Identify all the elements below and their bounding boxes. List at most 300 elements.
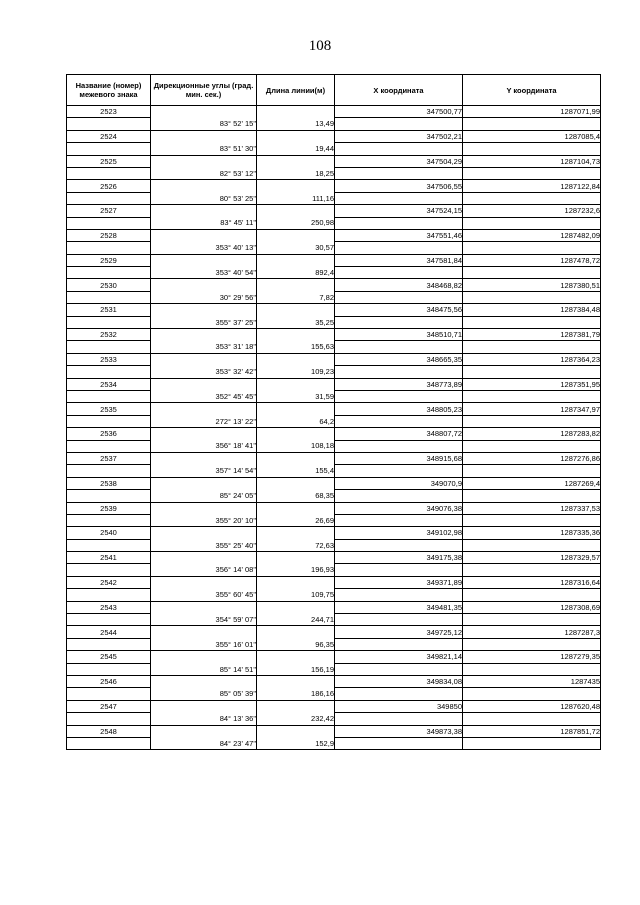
cell-angle [151,477,257,489]
cell-name [67,390,151,402]
cell-length: 72,63 [257,539,335,551]
table-row [67,514,601,526]
cell-y [463,217,601,229]
cell-angle [151,527,257,539]
table-row [67,428,601,440]
cell-length [257,304,335,316]
cell-name [67,242,151,254]
cell-y: 1287276,86 [463,452,601,464]
cell-x [335,118,463,130]
cell-angle [151,428,257,440]
cell-name [67,316,151,328]
table-row [67,242,601,254]
cell-length [257,552,335,564]
cell-angle: 355° 16' 01" [151,638,257,650]
cell-y: 1287620,48 [463,700,601,712]
cell-y [463,390,601,402]
cell-x [335,638,463,650]
cell-y: 1287085,4 [463,130,601,142]
cell-y [463,316,601,328]
cell-x [335,514,463,526]
cell-name: 2541 [67,552,151,564]
cell-y [463,564,601,576]
cell-y [463,539,601,551]
cell-name: 2529 [67,254,151,266]
cell-y [463,688,601,700]
cell-y [463,192,601,204]
cell-name: 2524 [67,130,151,142]
table-row [67,589,601,601]
boundary-coordinates-table [66,74,601,750]
cell-x: 349850 [335,700,463,712]
cell-y: 1287329,57 [463,552,601,564]
cell-length [257,378,335,390]
cell-y: 1287380,51 [463,279,601,291]
cell-length [257,229,335,241]
table-row [67,217,601,229]
cell-angle: 354° 59' 07" [151,614,257,626]
cell-name: 2535 [67,403,151,415]
cell-name [67,465,151,477]
cell-angle: 353° 40' 13" [151,242,257,254]
cell-name [67,217,151,229]
cell-name [67,490,151,502]
table-row [67,291,601,303]
cell-angle [151,304,257,316]
cell-name [67,192,151,204]
cell-y [463,614,601,626]
cell-y: 1287351,95 [463,378,601,390]
cell-length [257,130,335,142]
cell-length: 232,42 [257,713,335,725]
table-row [67,254,601,266]
cell-name: 2545 [67,651,151,663]
cell-x: 347524,15 [335,205,463,217]
cell-angle [151,279,257,291]
header-length: Длина линии(м) [257,75,335,106]
cell-y [463,267,601,279]
table-row [67,279,601,291]
table-row [67,552,601,564]
cell-x: 348773,89 [335,378,463,390]
cell-length: 109,75 [257,589,335,601]
cell-angle: 355° 60' 45" [151,589,257,601]
table-row [67,229,601,241]
cell-name: 2527 [67,205,151,217]
cell-y: 1287283,82 [463,428,601,440]
cell-y [463,589,601,601]
cell-angle [151,180,257,192]
cell-length [257,626,335,638]
cell-x [335,167,463,179]
cell-name [67,638,151,650]
cell-length [257,725,335,737]
table-row [67,415,601,427]
cell-x [335,614,463,626]
cell-x [335,663,463,675]
table-row [67,638,601,650]
cell-name: 2537 [67,452,151,464]
cell-x [335,415,463,427]
cell-name: 2543 [67,601,151,613]
cell-name [67,589,151,601]
cell-angle [151,403,257,415]
table-row [67,155,601,167]
cell-length [257,601,335,613]
cell-length: 64,2 [257,415,335,427]
table-row [67,366,601,378]
cell-name [67,514,151,526]
cell-x: 348805,23 [335,403,463,415]
cell-length [257,180,335,192]
cell-length [257,155,335,167]
cell-x: 347506,55 [335,180,463,192]
cell-y: 1287308,69 [463,601,601,613]
cell-length [257,651,335,663]
page-number: 108 [308,38,332,54]
cell-length: 155,63 [257,341,335,353]
cell-length: 250,98 [257,217,335,229]
cell-name [67,267,151,279]
table-row [67,601,601,613]
table-row [67,106,601,118]
cell-x: 349070,9 [335,477,463,489]
cell-x [335,192,463,204]
table-row [67,452,601,464]
cell-angle: 356° 14' 08" [151,564,257,576]
cell-y: 1287364,23 [463,353,601,365]
cell-x: 349725,12 [335,626,463,638]
table-row [67,626,601,638]
cell-name: 2531 [67,304,151,316]
cell-x [335,267,463,279]
cell-name: 2532 [67,329,151,341]
cell-x: 347504,29 [335,155,463,167]
cell-length: 244,71 [257,614,335,626]
cell-name [67,291,151,303]
cell-angle: 355° 20' 10" [151,514,257,526]
cell-name: 2525 [67,155,151,167]
cell-y: 1287122,84 [463,180,601,192]
cell-length: 111,16 [257,192,335,204]
cell-x: 348468,82 [335,279,463,291]
cell-angle [151,106,257,118]
cell-y: 1287279,35 [463,651,601,663]
cell-x: 348665,35 [335,353,463,365]
cell-x [335,490,463,502]
table-row [67,564,601,576]
cell-x: 349873,38 [335,725,463,737]
cell-y: 1287287,3 [463,626,601,638]
cell-angle: 357° 14' 54" [151,465,257,477]
cell-angle: 85° 05' 39" [151,688,257,700]
cell-angle [151,725,257,737]
cell-y [463,118,601,130]
cell-name [67,167,151,179]
cell-length [257,477,335,489]
cell-angle [151,353,257,365]
cell-y [463,465,601,477]
cell-x: 349175,38 [335,552,463,564]
cell-name [67,737,151,749]
cell-x [335,217,463,229]
cell-y: 1287232,6 [463,205,601,217]
cell-angle: 83° 51' 30" [151,143,257,155]
cell-angle: 30° 29' 56" [151,291,257,303]
cell-x: 347581,84 [335,254,463,266]
cell-x [335,366,463,378]
cell-name [67,564,151,576]
cell-x [335,465,463,477]
cell-name [67,539,151,551]
cell-length: 18,25 [257,167,335,179]
cell-x [335,143,463,155]
cell-x: 349102,98 [335,527,463,539]
cell-length: 155,4 [257,465,335,477]
table-row [67,440,601,452]
table-row [67,477,601,489]
cell-length [257,353,335,365]
cell-angle [151,675,257,687]
cell-y [463,143,601,155]
cell-angle: 353° 31' 18" [151,341,257,353]
cell-y [463,341,601,353]
cell-y [463,242,601,254]
cell-angle: 85° 14' 51" [151,663,257,675]
header-name: Название (номер) межевого знака [67,75,151,106]
cell-name: 2544 [67,626,151,638]
cell-y [463,490,601,502]
cell-name [67,118,151,130]
cell-x [335,341,463,353]
cell-length: 156,19 [257,663,335,675]
table-row [67,527,601,539]
cell-x [335,390,463,402]
table-row [67,675,601,687]
cell-length [257,428,335,440]
table-row [67,390,601,402]
cell-angle [151,130,257,142]
cell-length: 892,4 [257,267,335,279]
cell-length: 109,23 [257,366,335,378]
cell-angle [151,626,257,638]
header-angles: Дирекционные углы (град. мин. сек.) [151,75,257,106]
cell-length: 31,59 [257,390,335,402]
table-row [67,576,601,588]
table-row [67,118,601,130]
cell-name [67,440,151,452]
cell-length [257,329,335,341]
table-row [67,316,601,328]
cell-length [257,106,335,118]
table-row [67,614,601,626]
cell-length: 96,35 [257,638,335,650]
cell-angle [151,452,257,464]
table-row [67,353,601,365]
cell-angle [151,329,257,341]
cell-name: 2526 [67,180,151,192]
cell-x [335,316,463,328]
cell-y [463,514,601,526]
cell-name: 2528 [67,229,151,241]
cell-length: 35,25 [257,316,335,328]
cell-name [67,663,151,675]
cell-x [335,713,463,725]
cell-name: 2548 [67,725,151,737]
cell-angle: 272° 13' 22" [151,415,257,427]
cell-y: 1287316,64 [463,576,601,588]
cell-x: 349834,08 [335,675,463,687]
cell-angle: 355° 37' 25" [151,316,257,328]
cell-name [67,415,151,427]
cell-name: 2523 [67,106,151,118]
cell-y: 1287384,48 [463,304,601,316]
cell-angle: 82° 53' 12" [151,167,257,179]
cell-length: 108,18 [257,440,335,452]
table-row [67,713,601,725]
cell-name: 2530 [67,279,151,291]
cell-name: 2540 [67,527,151,539]
cell-y: 1287482,09 [463,229,601,241]
cell-length: 68,35 [257,490,335,502]
cell-x [335,589,463,601]
cell-y: 1287104,73 [463,155,601,167]
cell-angle: 80° 53' 25" [151,192,257,204]
cell-name [67,143,151,155]
cell-angle [151,651,257,663]
table-row [67,167,601,179]
table-row [67,502,601,514]
cell-angle [151,378,257,390]
cell-length: 13,49 [257,118,335,130]
table-row [67,465,601,477]
cell-x: 347502,21 [335,130,463,142]
cell-angle: 356° 18' 41" [151,440,257,452]
table-row [67,192,601,204]
table-row [67,700,601,712]
cell-x: 349821,14 [335,651,463,663]
table-row [67,130,601,142]
cell-name: 2533 [67,353,151,365]
cell-length [257,254,335,266]
cell-y: 1287435 [463,675,601,687]
cell-name: 2534 [67,378,151,390]
cell-angle: 352° 45' 45" [151,390,257,402]
header-y: Y координата [463,75,601,106]
cell-length: 186,16 [257,688,335,700]
cell-angle [151,254,257,266]
cell-angle: 83° 52' 15" [151,118,257,130]
cell-y [463,638,601,650]
cell-length [257,527,335,539]
cell-name [67,713,151,725]
cell-angle [151,700,257,712]
cell-x [335,539,463,551]
cell-y [463,415,601,427]
cell-length [257,403,335,415]
cell-x [335,688,463,700]
cell-name: 2546 [67,675,151,687]
cell-name: 2536 [67,428,151,440]
table-row [67,688,601,700]
cell-x: 348915,68 [335,452,463,464]
cell-x: 348475,56 [335,304,463,316]
cell-length [257,279,335,291]
cell-y: 1287335,36 [463,527,601,539]
cell-x [335,242,463,254]
cell-length [257,675,335,687]
cell-y: 1287381,79 [463,329,601,341]
table-row [67,304,601,316]
cell-x: 347500,77 [335,106,463,118]
cell-x: 348807,72 [335,428,463,440]
table-row [67,180,601,192]
cell-angle: 353° 40' 54" [151,267,257,279]
table-row [67,378,601,390]
cell-x [335,564,463,576]
cell-y [463,663,601,675]
cell-y: 1287337,53 [463,502,601,514]
cell-x [335,291,463,303]
cell-name [67,614,151,626]
cell-name: 2547 [67,700,151,712]
table-row [67,737,601,749]
cell-angle [151,205,257,217]
cell-angle [151,155,257,167]
table-row [67,725,601,737]
header-x: X координата [335,75,463,106]
cell-length [257,700,335,712]
cell-y [463,291,601,303]
cell-length: 30,57 [257,242,335,254]
cell-x [335,737,463,749]
table-row [67,651,601,663]
cell-angle: 85° 24' 05" [151,490,257,502]
cell-length: 19,44 [257,143,335,155]
cell-name [67,366,151,378]
cell-name: 2542 [67,576,151,588]
cell-name [67,688,151,700]
cell-x: 349371,89 [335,576,463,588]
cell-y: 1287269,4 [463,477,601,489]
cell-x: 349076,38 [335,502,463,514]
cell-y [463,713,601,725]
table-row [67,143,601,155]
cell-angle [151,229,257,241]
cell-angle: 84° 23' 47" [151,737,257,749]
cell-length [257,205,335,217]
cell-y: 1287851,72 [463,725,601,737]
cell-y [463,737,601,749]
cell-length [257,502,335,514]
table-row [67,539,601,551]
cell-y [463,440,601,452]
cell-length [257,576,335,588]
table-row [67,205,601,217]
cell-angle: 353° 32' 42" [151,366,257,378]
table-row [67,267,601,279]
cell-angle [151,502,257,514]
table-row [67,403,601,415]
cell-x: 347551,46 [335,229,463,241]
cell-length: 26,69 [257,514,335,526]
table-row [67,490,601,502]
cell-y [463,366,601,378]
cell-angle [151,552,257,564]
cell-angle: 355° 25' 40" [151,539,257,551]
cell-length: 7,82 [257,291,335,303]
cell-y [463,167,601,179]
